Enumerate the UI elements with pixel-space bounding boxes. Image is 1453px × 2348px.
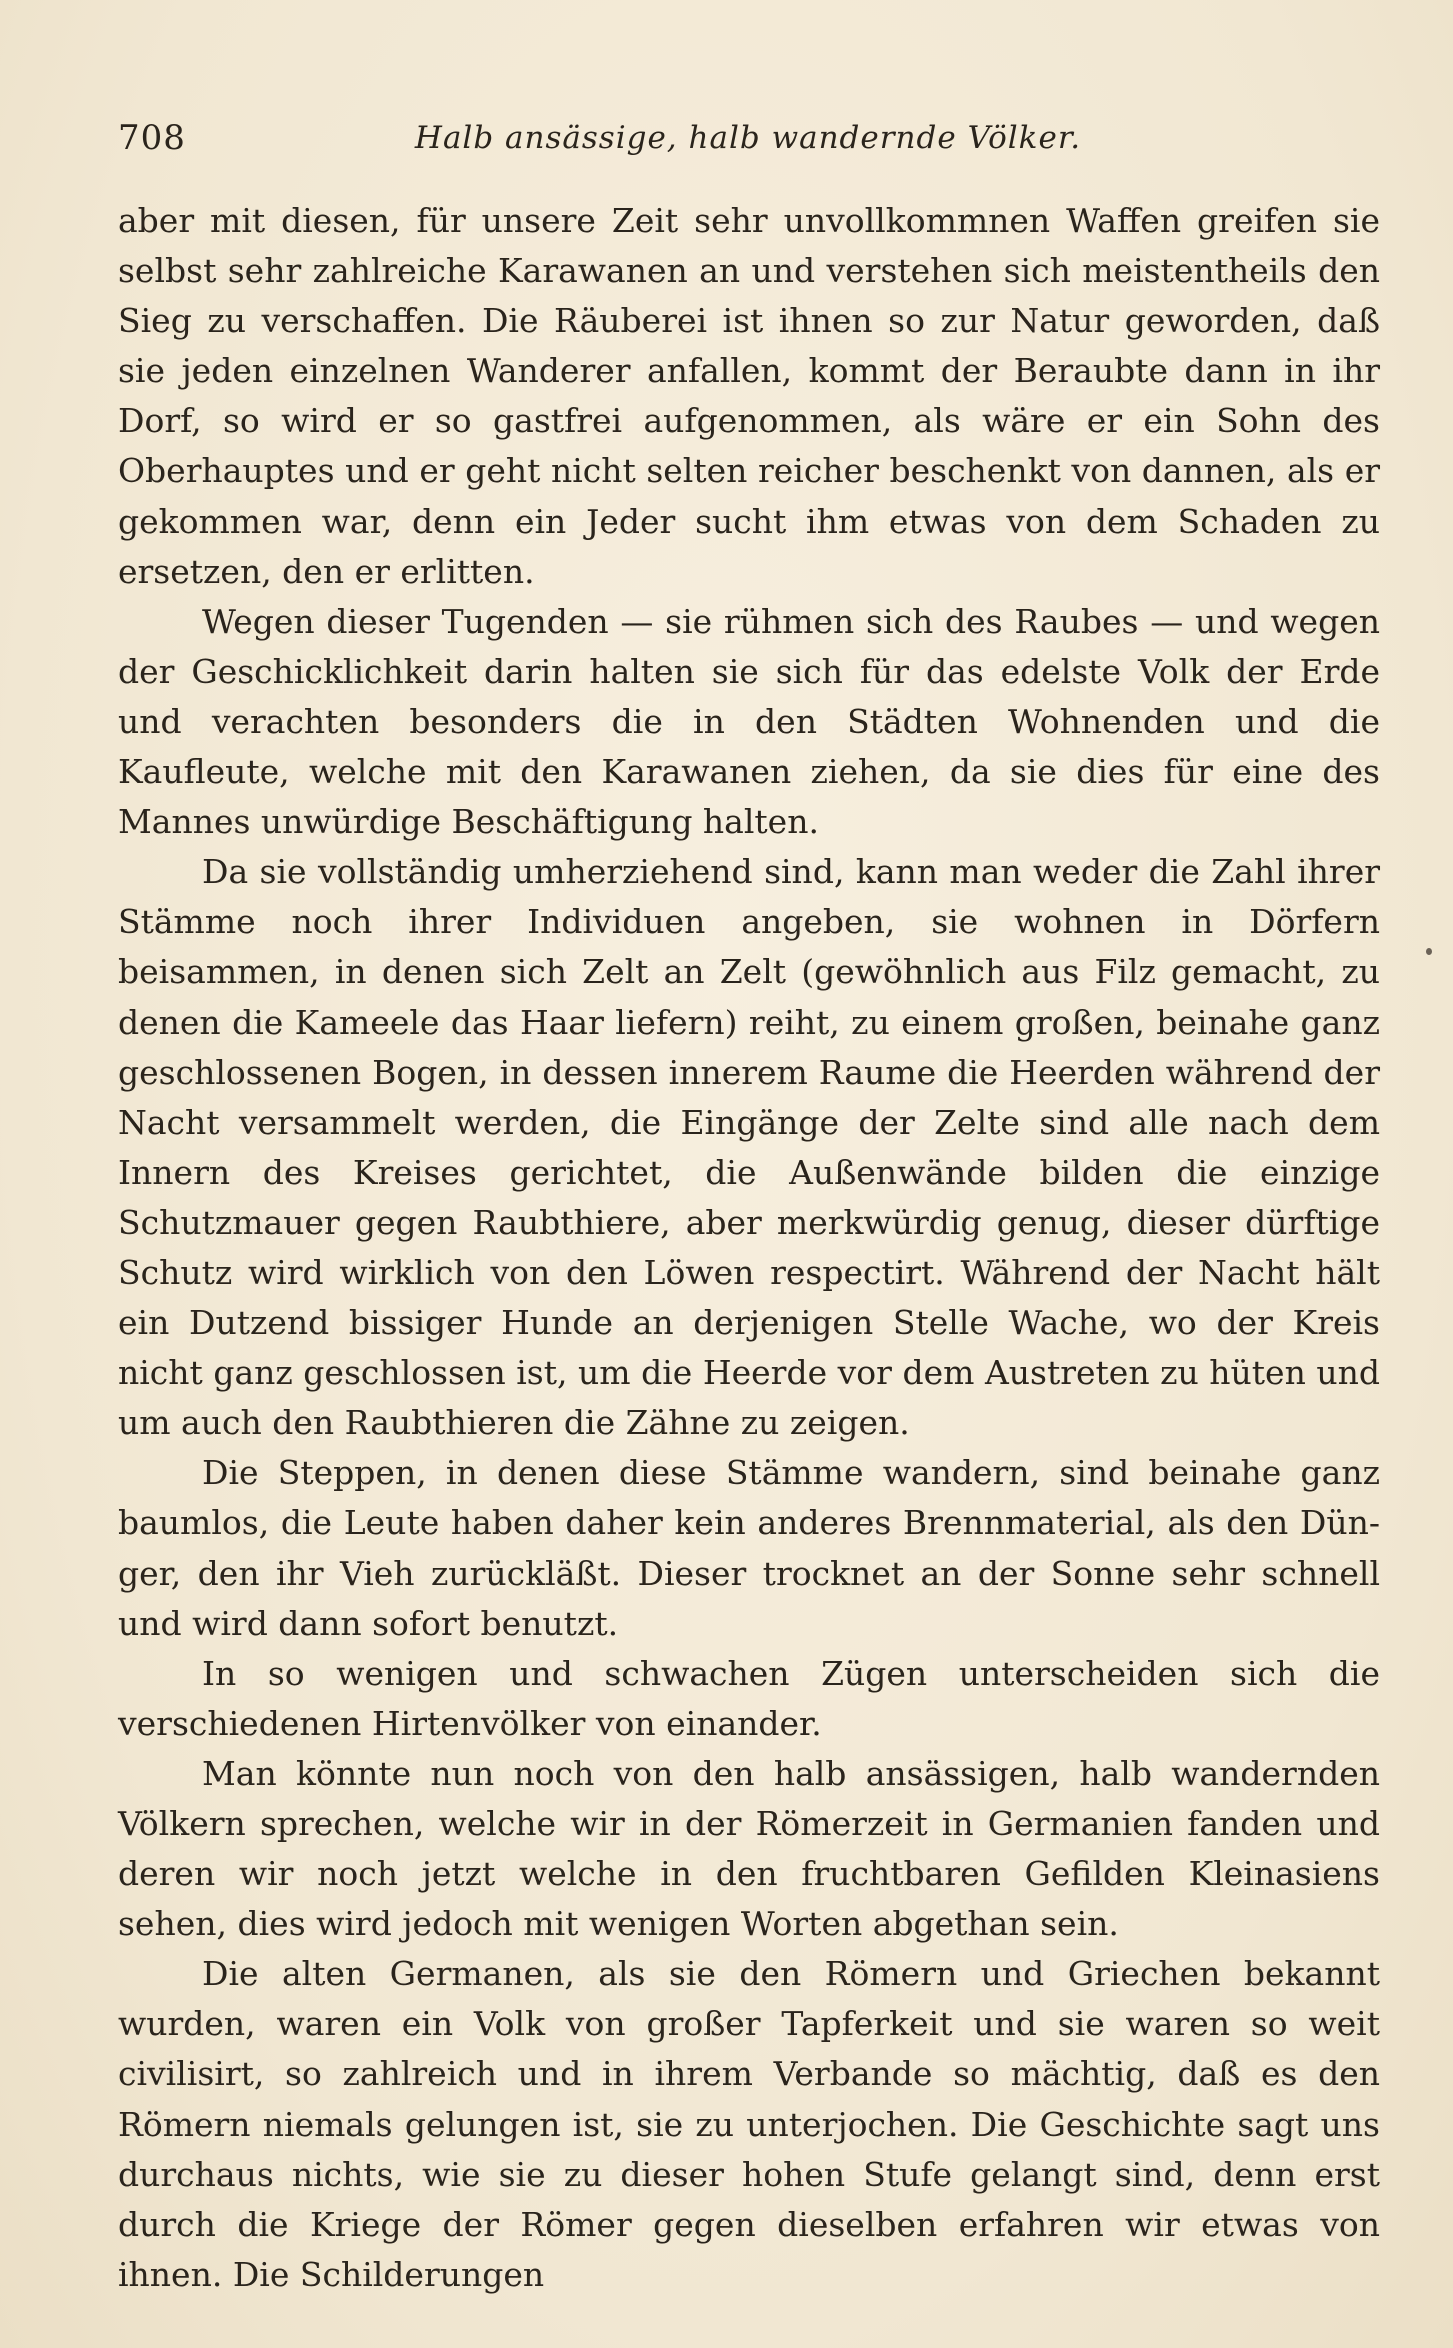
page-number: 708 xyxy=(118,118,186,158)
paragraph-7: Die alten Germanen, als sie den Römern und Griechen bekannt wurden, waren ein Volk von großer Tapferkeit und sie waren so weit civilisirt, so zahlreich und in ihrem Verbande so mächtig, daß es den Römern niemals gelungen ist, sie zu unterjochen. Die Geschichte sagt uns durchaus nichts, wie sie zu dieser hohen Stufe gelangt sind, denn erst durch die Kriege der Römer gegen dieselben erfahren wir etwas von ihnen. Die Schilderungen xyxy=(118,1954,1380,2294)
paragraph-1: aber mit diesen, für unsere Zeit sehr unvollkommnen Waffen greifen sie selbst sehr zahlreiche Karawanen an und verstehen sich meistentheils den Sieg zu verschaffen. Die Räuberei ist ihnen so zur Natur geworden, daß sie jeden einzelnen Wanderer anfallen, kommt der Beraubte dann in ihr Dorf, so wird er so gastfrei aufgenommen, als wäre er ein Sohn des Oberhauptes und er geht nicht selten reicher beschenkt von dannen, als er gekommen war, denn ein Jeder sucht ihm etwas von dem Schaden zu ersetzen, den er erlitten. xyxy=(118,201,1380,591)
paragraph-6: Man könnte nun noch von den halb ansässigen, halb wandernden Völkern sprechen, welche wir in der Römerzeit in Germanien fanden und deren wir noch jetzt welche in den fruchtbaren Gefilden Kleinasiens sehen, dies wird jedoch mit wenigen Worten abgethan sein. xyxy=(118,1753,1380,1944)
paragraph-3: Da sie vollständig umherziehend sind, kann man weder die Zahl ihrer Stämme noch ihrer Individuen angeben, sie wohnen in Dörfern beisammen, in denen sich Zelt an Zelt (gewöhnlich aus Filz gemacht, zu denen die Kameele das Haar liefern) reiht, zu einem großen, beinahe ganz geschlossenen Bogen, in dessen innerem Raume die Heerden während der Nacht versammelt werden, die Eingänge der Zelte sind alle nach dem Innern des Kreises gerichtet, die Außenwände bilden die einzige Schutzmauer gegen Raubthiere, aber merkwürdig genug, dieser dürftige Schutz wird wirklich von den Löwen respectirt. Während der Nacht hält ein Dutzend bissiger Hunde an derjenigen Stelle Wache, wo der Kreis nicht ganz geschlossen ist, um die Heerde vor dem Austreten zu hüten und um auch den Raubthieren die Zähne zu zeigen. xyxy=(118,852,1380,1443)
running-title: Halb ansässige, halb wandernde Völker. xyxy=(414,120,1082,156)
paragraph-2: Wegen dieser Tugenden — sie rühmen sich des Raubes — und wegen der Geschicklichkeit darin halten sie sich für das edelste Volk der Erde und verachten besonders die in den Städten Wohnenden und die Kaufleute, welche mit den Karawanen ziehen, da sie dies für eine des Mannes unwürdige Beschäftigung halten. xyxy=(118,601,1380,842)
paragraph-5: In so wenigen und schwachen Zügen unterscheiden sich die verschiedenen Hirtenvölker von einander. xyxy=(118,1653,1380,1743)
body-text xyxy=(118,196,1380,2300)
page-header xyxy=(118,118,1378,168)
ink-speck xyxy=(1426,948,1432,955)
paragraph-4: Die Steppen, in denen diese Stämme wandern, sind beinahe ganz baumlos, die Leute haben daher kein anderes Brennmaterial, als den Dünger, den ihr Vieh zurückläßt. Dieser trocknet an der Sonne sehr schnell und wird dann sofort benutzt. xyxy=(118,1453,1380,1643)
